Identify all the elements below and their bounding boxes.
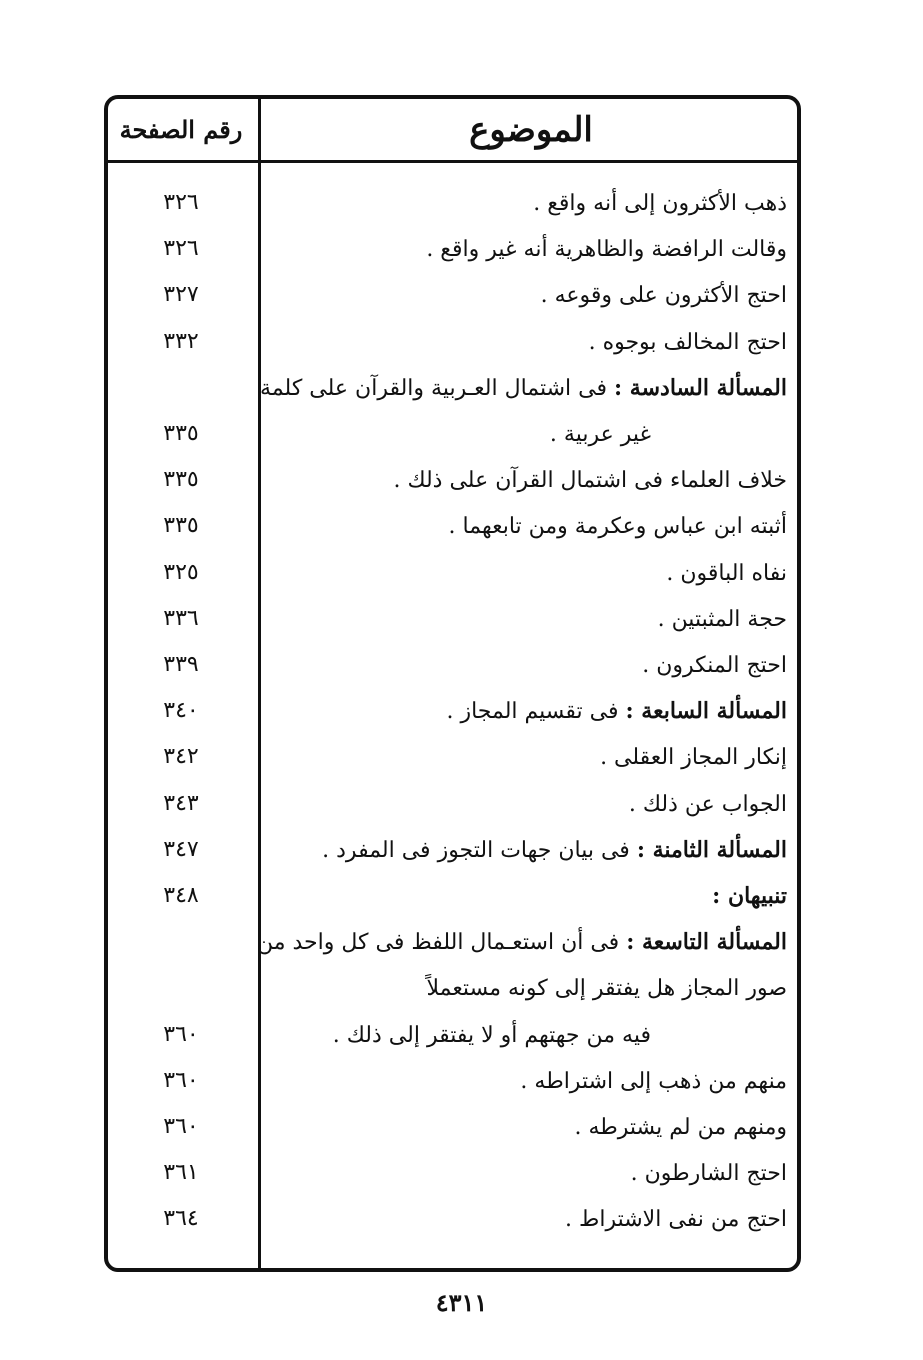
table-row — [104, 411, 801, 457]
table-row — [104, 365, 801, 411]
table-row — [104, 827, 801, 873]
row-topic-text: نفاه الباقون . — [666, 560, 787, 586]
row-page-number: ٣٣٥ — [163, 467, 199, 493]
row-topic-text: فيه من جهتهم أو لا يفتقر إلى ذلك . — [332, 1022, 651, 1048]
row-page-number: ٣٦٠ — [163, 1021, 199, 1047]
table-row — [104, 734, 801, 780]
row-page-number: ٣٣٦ — [163, 605, 199, 631]
row-topic-text: ذهب الأكثرون إلى أنه واقع . — [533, 191, 787, 216]
row-topic-text: خلاف العلماء فى اشتمال القرآن على ذلك . — [393, 468, 787, 494]
table-row — [104, 503, 801, 549]
row-topic-text: منهم من ذهب إلى اشتراطه . — [520, 1068, 787, 1094]
row-page-number: ٣٢٦ — [163, 190, 199, 215]
row-topic — [267, 319, 787, 366]
row-topic — [267, 1196, 787, 1243]
table-row — [104, 873, 801, 919]
row-topic — [267, 873, 787, 920]
row-topic — [267, 1150, 787, 1197]
row-topic — [256, 919, 787, 966]
row-page-number: ٣٢٧ — [163, 282, 199, 308]
row-topic — [267, 180, 787, 227]
row-page-number: ٣٤٠ — [163, 698, 199, 724]
table-row — [104, 1196, 801, 1242]
row-topic-text: الجواب عن ذلك . — [628, 791, 787, 817]
page-number: ٤٣١١ — [435, 1288, 488, 1317]
row-topic-text: فى بيان جهات التجوز فى المفرد . — [322, 837, 637, 863]
table-row — [104, 596, 801, 642]
row-topic-text: إنكار المجاز العقلى . — [600, 745, 787, 771]
table-row — [104, 272, 801, 318]
table-row — [104, 1150, 801, 1196]
table-row — [104, 180, 801, 226]
table-row — [104, 919, 801, 965]
table-row — [104, 550, 801, 596]
row-topic — [267, 734, 787, 781]
row-topic — [267, 457, 787, 504]
table-row — [104, 457, 801, 503]
row-topic-heading: تنبيهان : — [712, 883, 787, 909]
table-row — [104, 319, 801, 365]
row-topic — [267, 503, 787, 550]
row-page-number: ٣٦٤ — [163, 1206, 199, 1232]
row-page-number: ٣٤٣ — [163, 790, 199, 816]
row-page-number: ٣٦٠ — [163, 1114, 199, 1139]
row-topic-text: غير عربية . — [549, 422, 651, 447]
row-page-number: ٣٤٨ — [163, 883, 199, 908]
row-topic-text: فى أن استعـمال اللفظ فى كل واحد من — [256, 930, 627, 956]
row-topic-text: احتج المنكرون . — [642, 653, 787, 678]
row-topic — [267, 642, 787, 689]
header-divider — [104, 160, 801, 163]
header-topic: الموضوع — [469, 110, 593, 150]
row-topic-text: أثبته ابن عباس وعكرمة ومن تابعهما . — [448, 514, 787, 540]
row-topic — [267, 965, 787, 1012]
row-topic — [267, 550, 787, 597]
table-row — [104, 1104, 801, 1150]
row-topic-heading: المسألة السابعة : — [625, 698, 787, 725]
row-topic-text: احتج المخالف بوجوه . — [588, 329, 787, 355]
row-topic-text: ومنهم من لم يشترطه . — [574, 1115, 787, 1140]
row-page-number: ٣٢٥ — [163, 559, 199, 585]
row-topic — [267, 226, 787, 273]
row-topic-text: احتج الشارطون . — [630, 1161, 787, 1187]
table-row — [104, 1058, 801, 1104]
row-topic — [267, 1104, 787, 1151]
row-topic — [267, 596, 787, 643]
row-topic — [267, 781, 787, 828]
row-page-number: ٣٦٠ — [163, 1067, 199, 1093]
row-topic-text: فى اشتمال العـربية والقرآن على كلمة — [260, 375, 615, 401]
row-page-number: ٣٤٧ — [163, 836, 199, 862]
row-page-number: ٣٣٥ — [163, 513, 199, 539]
row-topic-text: وقالت الرافضة والظاهرية أنه غير واقع . — [426, 237, 787, 263]
row-page-number: ٣٦١ — [163, 1160, 199, 1186]
table-row — [104, 965, 801, 1011]
row-topic-text: احتج من نفى الاشتراط . — [565, 1207, 787, 1233]
row-topic — [260, 365, 787, 412]
row-topic-heading: المسألة التاسعة : — [626, 929, 787, 956]
row-page-number: ٣٤٢ — [163, 744, 199, 770]
row-topic — [267, 688, 787, 735]
table-row — [104, 688, 801, 734]
header-page-number: رقم الصفحة — [119, 115, 243, 144]
row-topic-heading: المسألة السادسة : — [614, 374, 787, 401]
table-row — [104, 642, 801, 688]
row-topic — [267, 827, 787, 874]
row-topic — [267, 272, 787, 319]
row-page-number: ٣٣٥ — [163, 421, 199, 446]
table-row — [104, 781, 801, 827]
row-page-number: ٣٣٩ — [163, 652, 199, 677]
row-topic — [267, 1058, 787, 1105]
row-topic-text: صور المجاز هل يفتقر إلى كونه مستعملاً — [426, 976, 787, 1002]
row-page-number: ٣٢٦ — [163, 236, 199, 262]
row-topic-text: احتج الأكثرون على وقوعه . — [540, 283, 787, 309]
table-row — [104, 226, 801, 272]
row-page-number: ٣٣٢ — [163, 328, 199, 354]
row-topic-heading: المسألة الثامنة : — [636, 836, 787, 863]
row-topic-text: فى تقسيم المجاز . — [446, 699, 626, 725]
row-topic-text: حجة المثبتين . — [657, 606, 787, 632]
table-row — [104, 1012, 801, 1058]
